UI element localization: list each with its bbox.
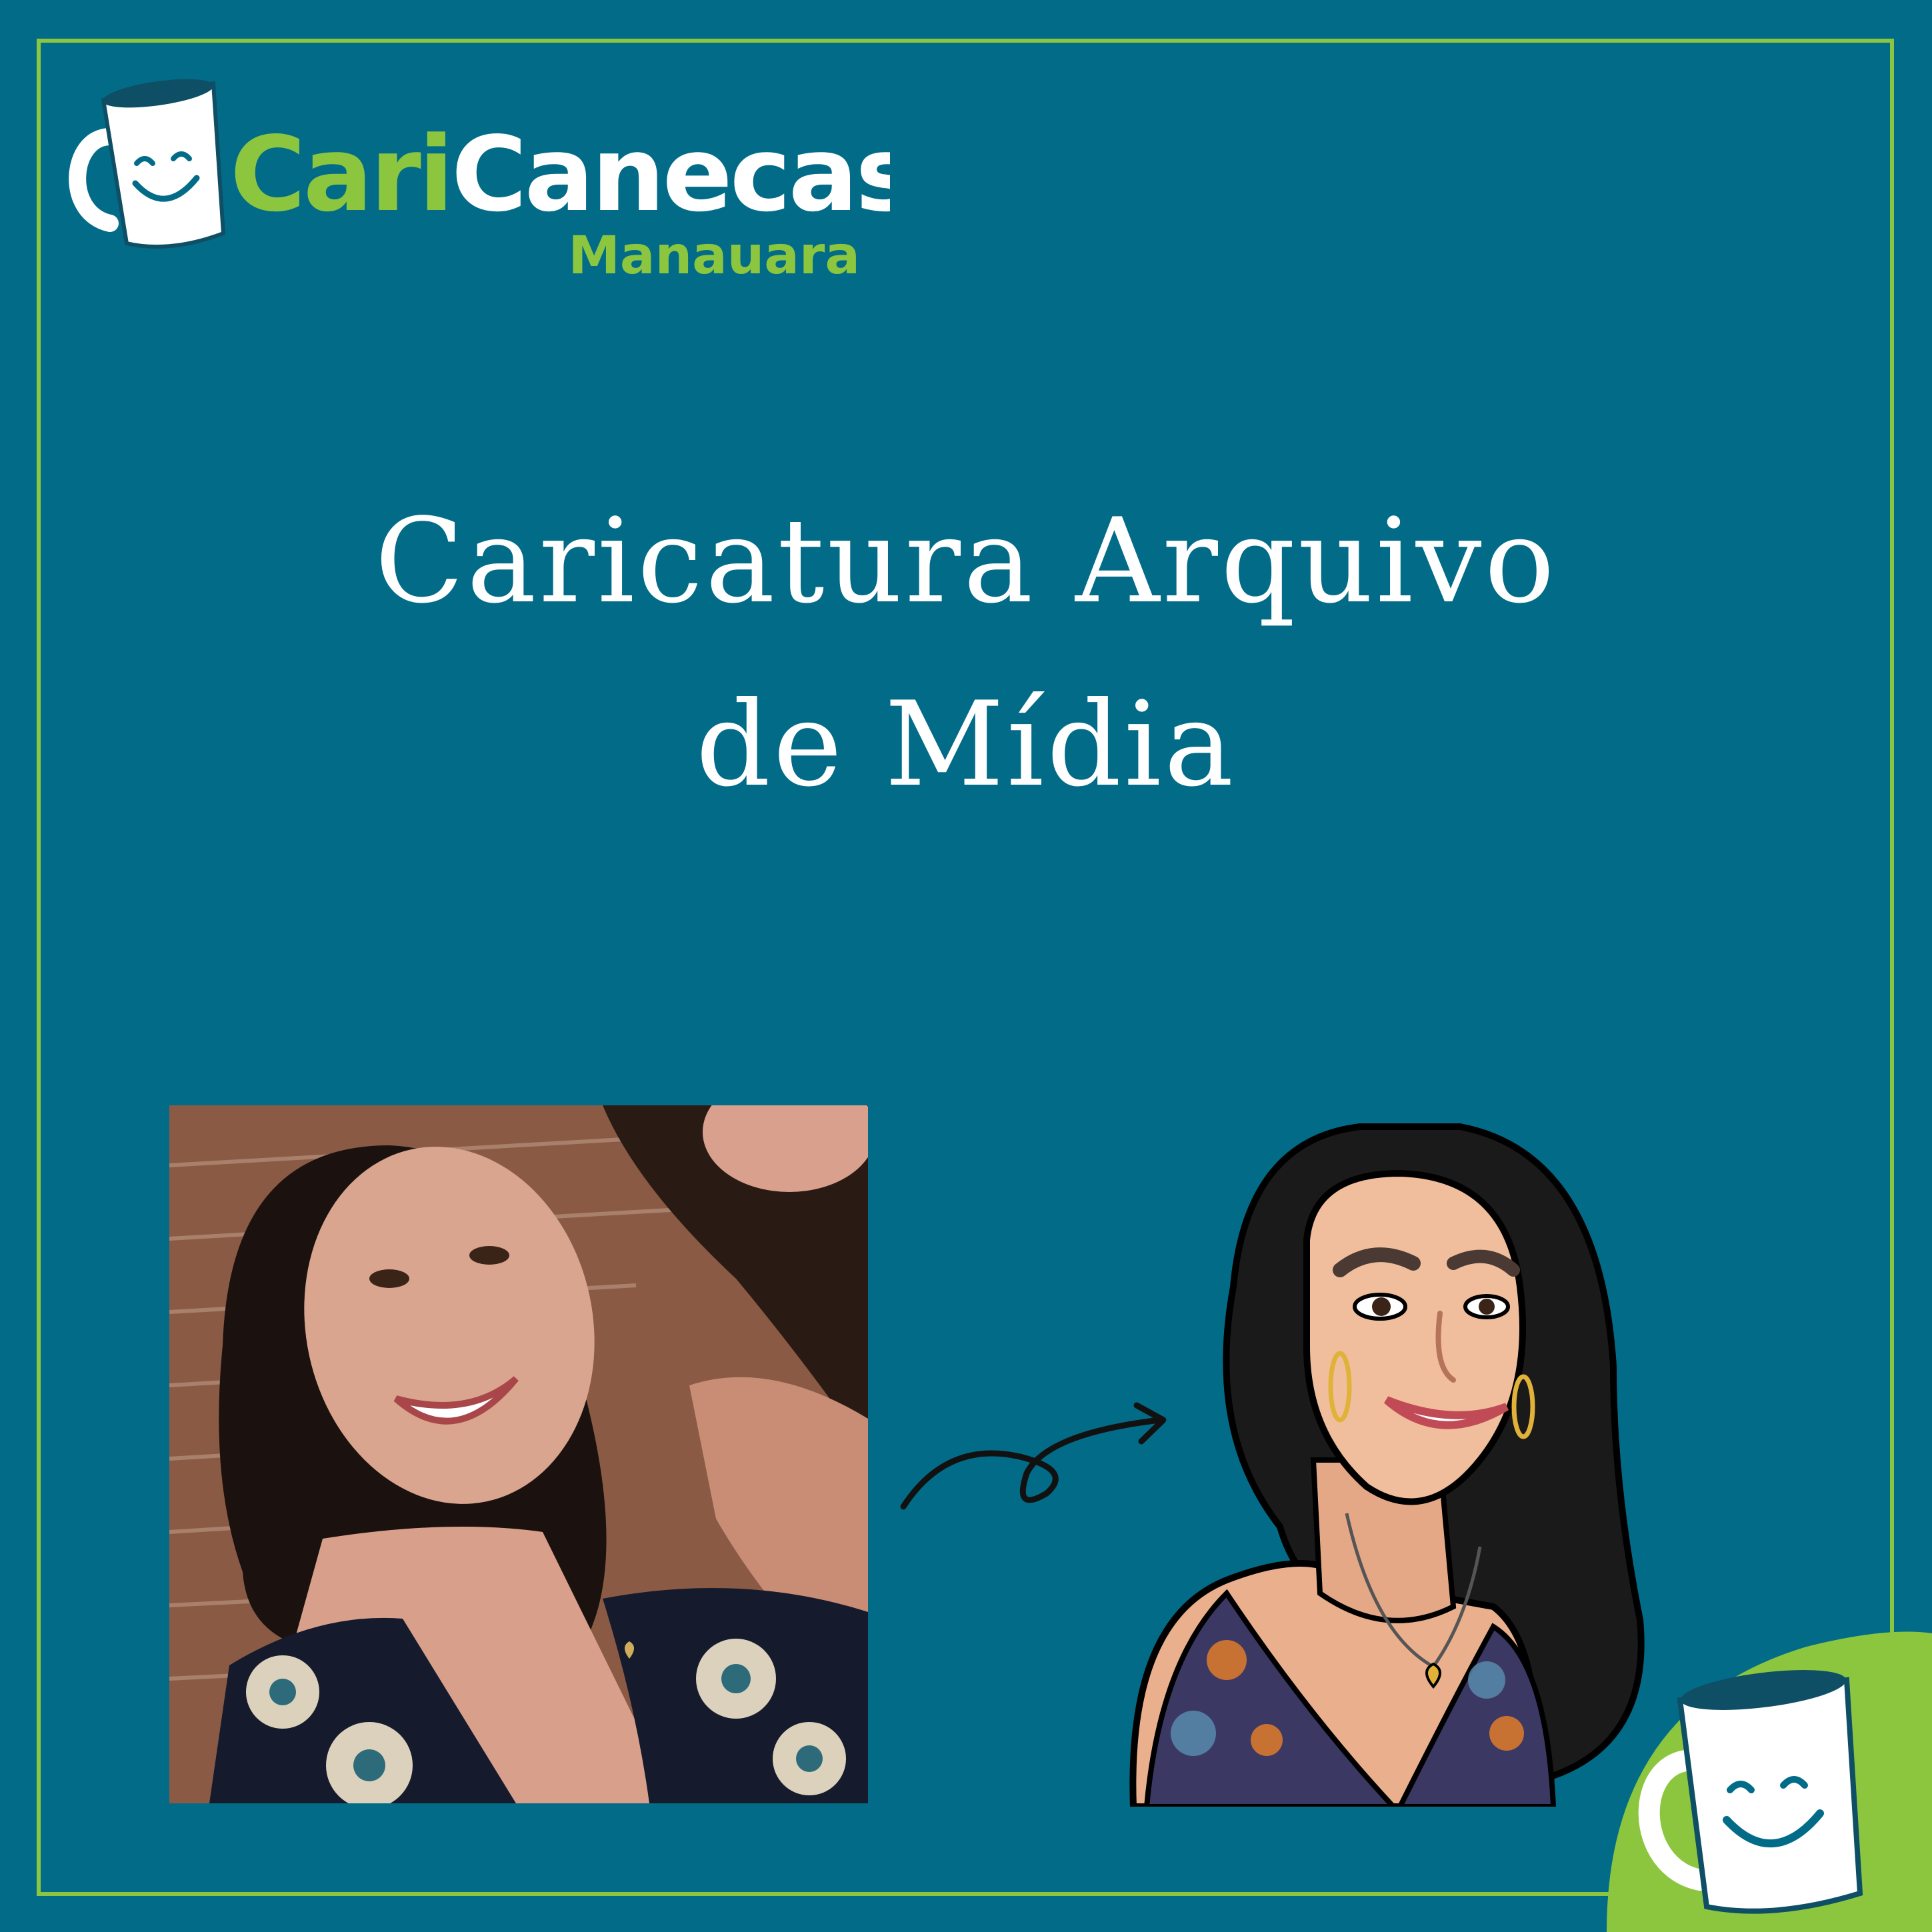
original-photo bbox=[169, 1105, 868, 1803]
svg-text:CariCanecas bbox=[230, 114, 890, 235]
brand-logo bbox=[63, 73, 890, 293]
headline-line-2: de Mídia bbox=[695, 677, 1237, 813]
headline bbox=[0, 470, 1932, 837]
headline-line-1: Caricatura Arquivo bbox=[375, 494, 1557, 629]
brand-name-part1: Cari bbox=[230, 114, 451, 235]
corner-mug-decoration bbox=[1607, 1627, 1932, 1932]
brand-name-part2: Canecas bbox=[451, 114, 890, 235]
caricature-illustration bbox=[1027, 1113, 1660, 1807]
brand-subtitle: Manauara bbox=[568, 226, 860, 286]
smiling-mug-icon bbox=[77, 73, 223, 247]
